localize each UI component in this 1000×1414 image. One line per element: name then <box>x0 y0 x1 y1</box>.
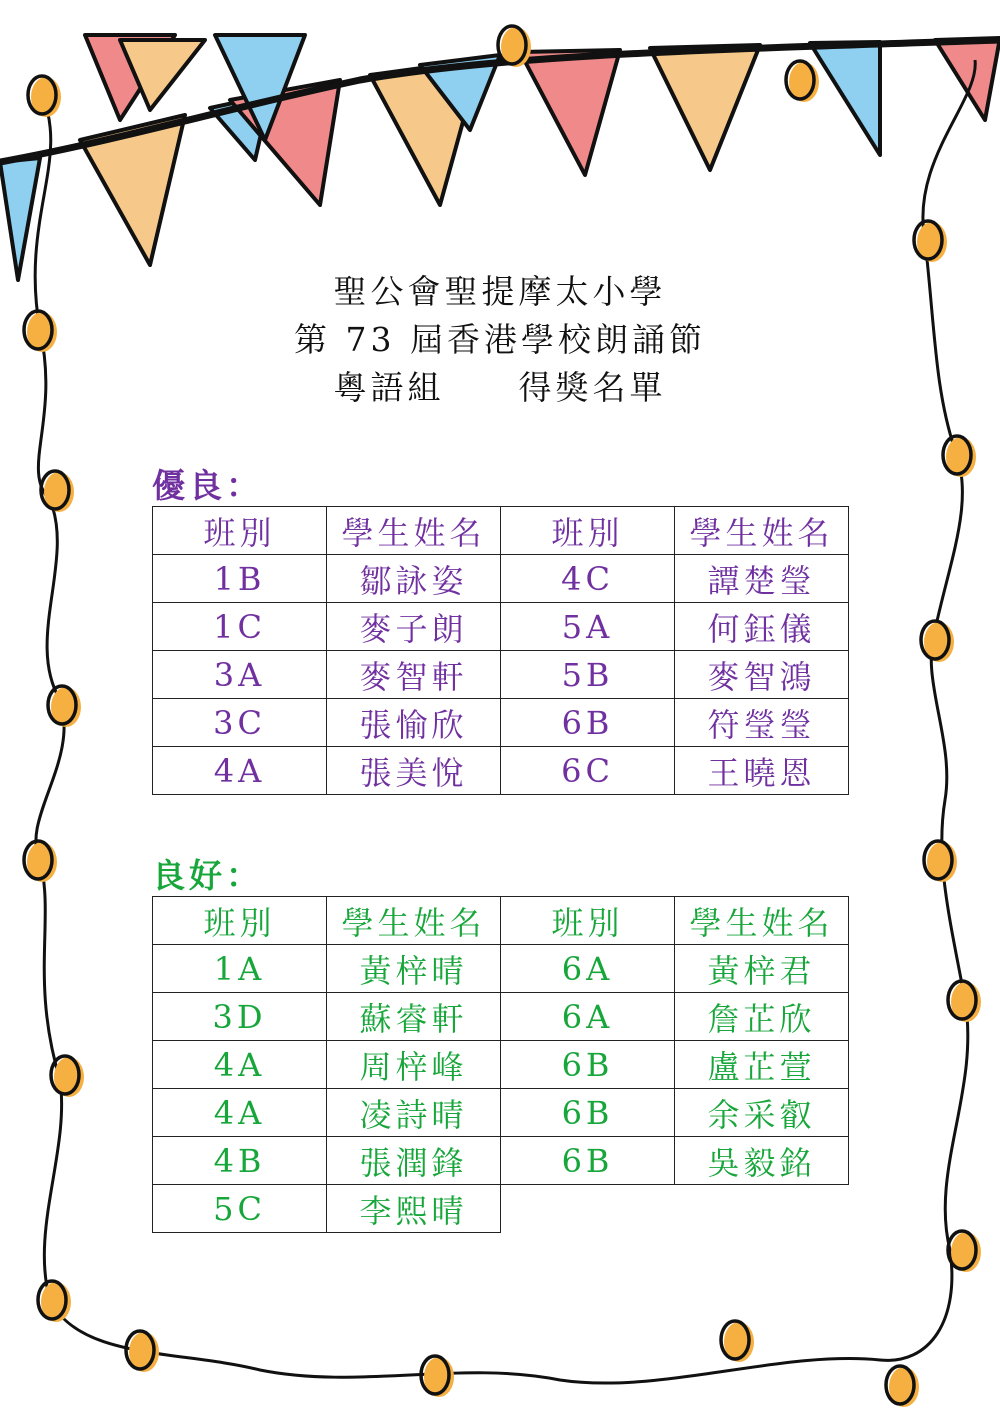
section-label-proficiency: 良好： <box>152 856 263 895</box>
bunting-flag <box>650 45 760 170</box>
class-cell: 4A <box>153 1041 327 1089</box>
header-class: 班別 <box>501 897 675 945</box>
title-category: 粵語組 得獎名單 <box>333 368 667 407</box>
class-cell: 3D <box>153 993 327 1041</box>
student-name-cell: 盧芷萱 <box>675 1041 849 1089</box>
class-cell: 6B <box>501 699 675 747</box>
table-row <box>153 1089 849 1137</box>
class-cell: 3C <box>153 699 327 747</box>
bunting-flag <box>80 115 185 265</box>
student-name-cell: 張美悅 <box>327 747 501 795</box>
table-row <box>153 1041 849 1089</box>
table-row <box>153 747 849 795</box>
header-student-name: 學生姓名 <box>327 897 501 945</box>
class-cell: 6B <box>501 1089 675 1137</box>
class-cell: 4C <box>501 555 675 603</box>
table-row <box>153 651 849 699</box>
class-cell: 5C <box>153 1185 327 1233</box>
student-name-cell: 符瑩瑩 <box>675 699 849 747</box>
student-name-cell: 張愉欣 <box>327 699 501 747</box>
student-name-cell: 周梓峰 <box>327 1041 501 1089</box>
header-student-name: 學生姓名 <box>675 507 849 555</box>
student-name-cell: 麥智鴻 <box>675 651 849 699</box>
table-header-row <box>153 897 849 945</box>
title-school: 聖公會聖提摩太小學 <box>333 272 667 311</box>
section-label-merit: 優良： <box>152 466 263 505</box>
table-row <box>153 1185 849 1233</box>
student-name-cell: 麥智軒 <box>327 651 501 699</box>
header-class: 班別 <box>153 507 327 555</box>
student-name-cell: 譚楚瑩 <box>675 555 849 603</box>
header-class: 班別 <box>501 507 675 555</box>
student-name-cell: 蘇睿軒 <box>327 993 501 1041</box>
bunting-flags <box>0 35 1000 280</box>
class-cell: 6C <box>501 747 675 795</box>
table-row <box>153 699 849 747</box>
title-event: 第 73 屆香港學校朗誦節 <box>294 320 706 359</box>
table-row <box>153 555 849 603</box>
class-cell: 4A <box>153 747 327 795</box>
class-cell: 6A <box>501 945 675 993</box>
table-row <box>153 1137 849 1185</box>
student-name-cell: 張潤鋒 <box>327 1137 501 1185</box>
student-name-cell: 余采叡 <box>675 1089 849 1137</box>
student-name-cell: 王曉恩 <box>675 747 849 795</box>
student-name-cell: 吳毅銘 <box>675 1137 849 1185</box>
proficiency-table <box>152 896 849 1233</box>
class-cell: 1B <box>153 555 327 603</box>
class-cell: 5A <box>501 603 675 651</box>
class-cell: 4B <box>153 1137 327 1185</box>
student-name-cell: 詹芷欣 <box>675 993 849 1041</box>
bunting-flag <box>520 50 620 175</box>
class-cell: 1A <box>153 945 327 993</box>
student-name-cell: 鄒詠姿 <box>327 555 501 603</box>
bunting-flag <box>810 42 880 155</box>
table-row <box>153 993 849 1041</box>
header-student-name: 學生姓名 <box>675 897 849 945</box>
table-row <box>153 945 849 993</box>
student-name-cell: 凌詩晴 <box>327 1089 501 1137</box>
bunting-flag <box>935 38 1000 120</box>
class-cell: 1C <box>153 603 327 651</box>
merit-table <box>152 506 849 795</box>
class-cell: 6A <box>501 993 675 1041</box>
class-cell: 6B <box>501 1137 675 1185</box>
empty-cell <box>675 1185 849 1233</box>
class-cell: 4A <box>153 1089 327 1137</box>
class-cell: 6B <box>501 1041 675 1089</box>
student-name-cell: 黃梓晴 <box>327 945 501 993</box>
empty-cell <box>501 1185 675 1233</box>
student-name-cell: 麥子朗 <box>327 603 501 651</box>
table-row <box>153 603 849 651</box>
student-name-cell: 李熙晴 <box>327 1185 501 1233</box>
class-cell: 5B <box>501 651 675 699</box>
student-name-cell: 黃梓君 <box>675 945 849 993</box>
student-name-cell: 何鈺儀 <box>675 603 849 651</box>
header-class: 班別 <box>153 897 327 945</box>
header-student-name: 學生姓名 <box>327 507 501 555</box>
document-title <box>0 268 1000 412</box>
class-cell: 3A <box>153 651 327 699</box>
table-header-row <box>153 507 849 555</box>
